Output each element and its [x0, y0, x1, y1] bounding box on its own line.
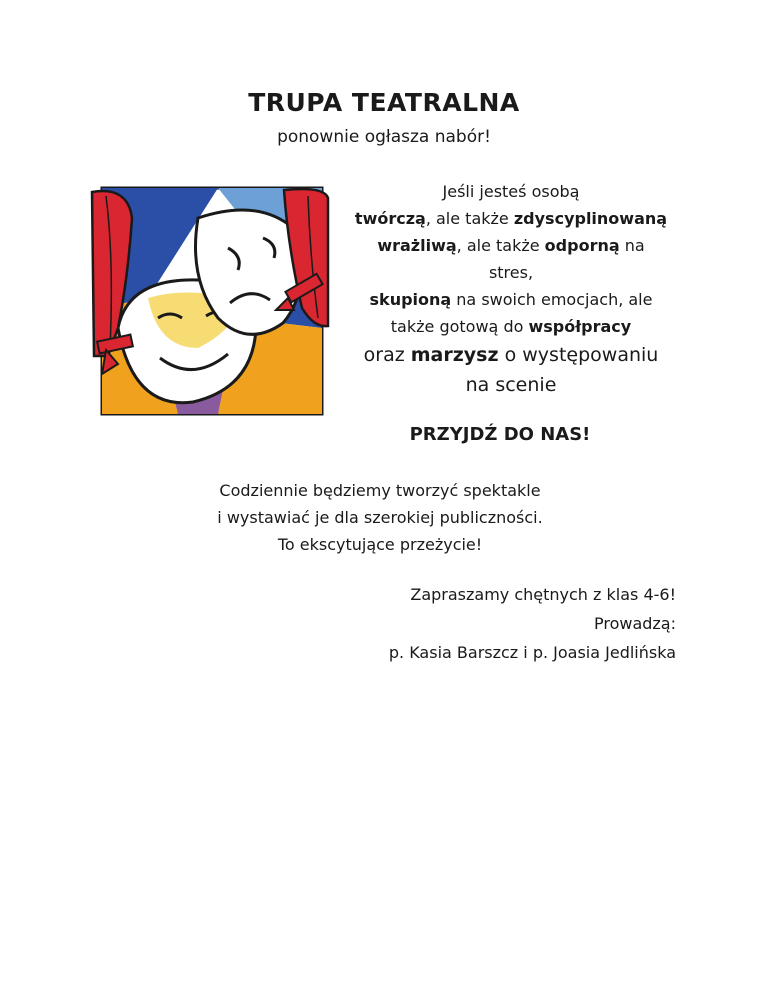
word-tworcza: twórczą	[354, 209, 426, 228]
pitch-text: także gotową do	[390, 317, 529, 336]
pitch-line-6	[326, 313, 696, 340]
invitation-text	[326, 178, 696, 400]
word-marzysz: marzysz	[410, 344, 499, 366]
curtain-left	[92, 191, 133, 374]
description-line-2: i wystawiać je dla szerokiej publiczności.	[217, 508, 543, 527]
description-line-3: To ekscytujące przeżycie!	[277, 535, 483, 554]
contact-line-2: Prowadzą:	[593, 614, 676, 633]
contact-info	[216, 580, 676, 667]
pitch-text: na swoich emocjach, ale	[451, 290, 653, 309]
pitch-line-1: Jeśli jesteś osobą	[442, 182, 580, 201]
call-to-action: PRZYJDŹ DO NAS!	[409, 424, 591, 445]
pitch-line-4: stres,	[488, 263, 534, 282]
page-title: TRUPA TEATRALNA	[248, 88, 520, 117]
pitch-line-3	[326, 232, 696, 259]
pitch-line-5	[326, 286, 696, 313]
pitch-text: , ale także	[456, 236, 545, 255]
description-line-1: Codziennie będziemy tworzyć spektakle	[219, 481, 541, 500]
subtitle: ponownie ogłasza nabór!	[277, 127, 491, 147]
word-wspolpracy: współpracy	[528, 317, 632, 336]
description	[100, 477, 660, 558]
word-odporna: odporną	[544, 236, 620, 255]
word-zdyscyplinowana: zdyscyplinowaną	[513, 209, 668, 228]
pitch-text: , ale także	[425, 209, 514, 228]
pitch-line-2	[326, 205, 696, 232]
word-wrazliwa: wrażliwą	[377, 236, 457, 255]
word-skupiona: skupioną	[369, 290, 452, 309]
pitch-text: na	[619, 236, 645, 255]
pitch-line-7	[326, 340, 696, 370]
pitch-line-8: na scenie	[465, 374, 557, 396]
theater-masks-icon	[88, 178, 332, 422]
pitch-text: oraz	[363, 344, 411, 366]
contact-line-3: p. Kasia Barszcz i p. Joasia Jedlińska	[388, 643, 676, 662]
contact-line-1: Zapraszamy chętnych z klas 4-6!	[410, 585, 676, 604]
pitch-text: o występowaniu	[498, 344, 659, 366]
